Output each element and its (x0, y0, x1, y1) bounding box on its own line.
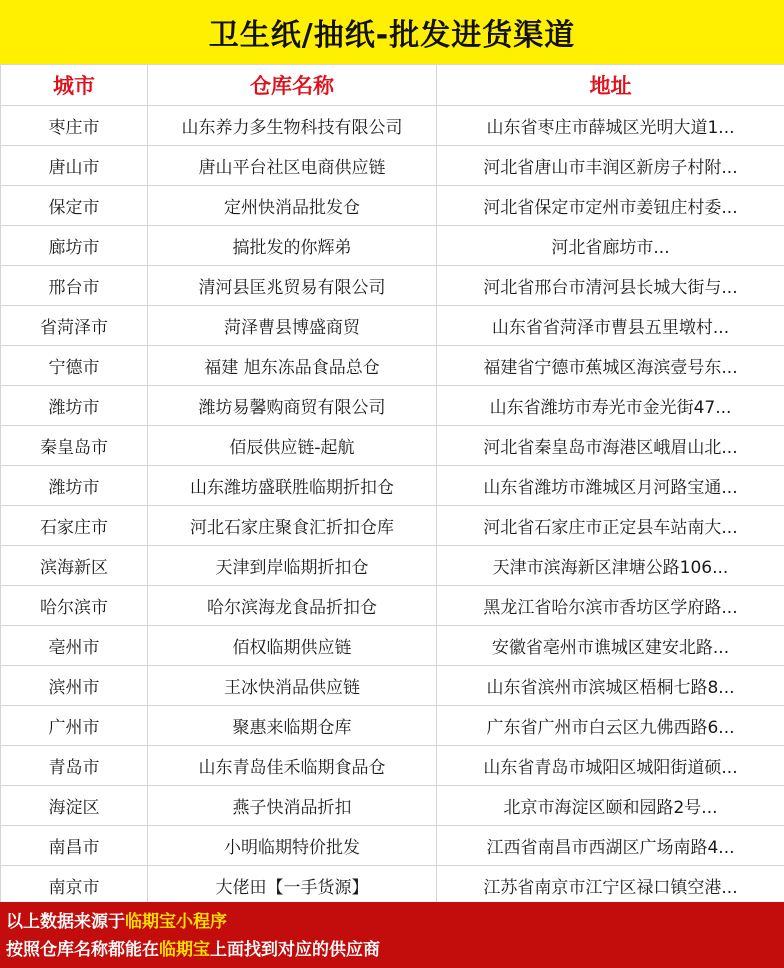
table-row (1, 386, 784, 426)
table-row (1, 506, 784, 546)
cell-city: 石家庄市 (1, 506, 148, 546)
cell-city: 邢台市 (1, 266, 148, 306)
table-row (1, 546, 784, 586)
cell-warehouse: 聚惠来临期仓库 (148, 706, 437, 746)
table-row (1, 626, 784, 666)
table-header-row (1, 65, 784, 106)
cell-address: 河北省石家庄市正定县车站南大... (437, 506, 784, 546)
cell-city: 宁德市 (1, 346, 148, 386)
table-row (1, 826, 784, 866)
footer-line-2-suffix: 上面找到对应的供应商 (210, 940, 380, 960)
cell-city: 保定市 (1, 186, 148, 226)
cell-city: 南京市 (1, 866, 148, 906)
footer-line-2-prefix: 按照仓库名称都能在 (6, 940, 159, 960)
footer-line-1-highlight: 临期宝小程序 (125, 912, 227, 932)
cell-city: 亳州市 (1, 626, 148, 666)
cell-warehouse: 佰辰供应链-起航 (148, 426, 437, 466)
cell-city: 南昌市 (1, 826, 148, 866)
cell-warehouse: 天津到岸临期折扣仓 (148, 546, 437, 586)
cell-address: 河北省唐山市丰润区新房子村附... (437, 146, 784, 186)
page-title: 卫生纸/抽纸-批发进货渠道 (208, 18, 576, 53)
footer-line-1-prefix: 以上数据来源于 (6, 912, 125, 932)
table-row (1, 666, 784, 706)
cell-warehouse: 潍坊易馨购商贸有限公司 (148, 386, 437, 426)
cell-warehouse: 山东青岛佳禾临期食品仓 (148, 746, 437, 786)
footer-line-2-highlight: 临期宝 (159, 940, 210, 960)
table-row (1, 466, 784, 506)
cell-city: 青岛市 (1, 746, 148, 786)
cell-address: 江西省南昌市西湖区广场南路4... (437, 826, 784, 866)
cell-warehouse: 河北石家庄聚食汇折扣仓库 (148, 506, 437, 546)
cell-address: 广东省广州市白云区九佛西路6... (437, 706, 784, 746)
cell-warehouse: 哈尔滨海龙食品折扣仓 (148, 586, 437, 626)
cell-address: 山东省潍坊市寿光市金光街47... (437, 386, 784, 426)
footer-line-1 (6, 908, 784, 936)
cell-warehouse: 王冰快消品供应链 (148, 666, 437, 706)
cell-address: 福建省宁德市蕉城区海滨壹号东... (437, 346, 784, 386)
cell-address: 北京市海淀区颐和园路2号... (437, 786, 784, 826)
table-row (1, 586, 784, 626)
cell-warehouse: 燕子快消品折扣 (148, 786, 437, 826)
warehouse-table (0, 64, 784, 906)
cell-city: 唐山市 (1, 146, 148, 186)
cell-warehouse: 唐山平台社区电商供应链 (148, 146, 437, 186)
cell-address: 山东省青岛市城阳区城阳街道硕... (437, 746, 784, 786)
cell-city: 潍坊市 (1, 386, 148, 426)
cell-city: 海淀区 (1, 786, 148, 826)
table-row (1, 706, 784, 746)
table-row (1, 106, 784, 146)
table-row (1, 226, 784, 266)
cell-address: 山东省省菏泽市曹县五里墩村... (437, 306, 784, 346)
cell-address: 河北省邢台市清河县长城大街与... (437, 266, 784, 306)
cell-address: 山东省枣庄市薛城区光明大道1... (437, 106, 784, 146)
table-row (1, 426, 784, 466)
cell-warehouse: 清河县匡兆贸易有限公司 (148, 266, 437, 306)
cell-address: 河北省保定市定州市姜钮庄村委... (437, 186, 784, 226)
cell-city: 哈尔滨市 (1, 586, 148, 626)
cell-city: 秦皇岛市 (1, 426, 148, 466)
cell-warehouse: 佰权临期供应链 (148, 626, 437, 666)
title-bar (0, 0, 784, 64)
footer-note (0, 902, 784, 968)
cell-address: 黑龙江省哈尔滨市香坊区学府路... (437, 586, 784, 626)
cell-warehouse: 搞批发的你辉弟 (148, 226, 437, 266)
cell-city: 广州市 (1, 706, 148, 746)
cell-city: 枣庄市 (1, 106, 148, 146)
table-row (1, 266, 784, 306)
cell-address: 山东省滨州市滨城区梧桐七路8... (437, 666, 784, 706)
table-row (1, 786, 784, 826)
cell-address: 安徽省亳州市谯城区建安北路... (437, 626, 784, 666)
column-header-city: 城市 (1, 65, 148, 106)
cell-warehouse: 山东潍坊盛联胜临期折扣仓 (148, 466, 437, 506)
cell-city: 廊坊市 (1, 226, 148, 266)
cell-address: 天津市滨海新区津塘公路106... (437, 546, 784, 586)
cell-warehouse: 大佬田【一手货源】 (148, 866, 437, 906)
cell-city: 省菏泽市 (1, 306, 148, 346)
table-row (1, 146, 784, 186)
cell-warehouse: 菏泽曹县博盛商贸 (148, 306, 437, 346)
cell-address: 河北省廊坊市... (437, 226, 784, 266)
cell-warehouse: 定州快消品批发仓 (148, 186, 437, 226)
cell-address: 江苏省南京市江宁区禄口镇空港... (437, 866, 784, 906)
footer-line-2 (6, 936, 784, 964)
cell-city: 滨海新区 (1, 546, 148, 586)
column-header-warehouse: 仓库名称 (148, 65, 437, 106)
cell-city: 滨州市 (1, 666, 148, 706)
table-row (1, 346, 784, 386)
cell-warehouse: 福建 旭东冻品食品总仓 (148, 346, 437, 386)
table-row (1, 306, 784, 346)
table-row (1, 866, 784, 906)
cell-address: 河北省秦皇岛市海港区峨眉山北... (437, 426, 784, 466)
cell-warehouse: 山东养力多生物科技有限公司 (148, 106, 437, 146)
table-row (1, 186, 784, 226)
column-header-address: 地址 (437, 65, 784, 106)
table-row (1, 746, 784, 786)
cell-address: 山东省潍坊市潍城区月河路宝通... (437, 466, 784, 506)
cell-warehouse: 小明临期特价批发 (148, 826, 437, 866)
cell-city: 潍坊市 (1, 466, 148, 506)
